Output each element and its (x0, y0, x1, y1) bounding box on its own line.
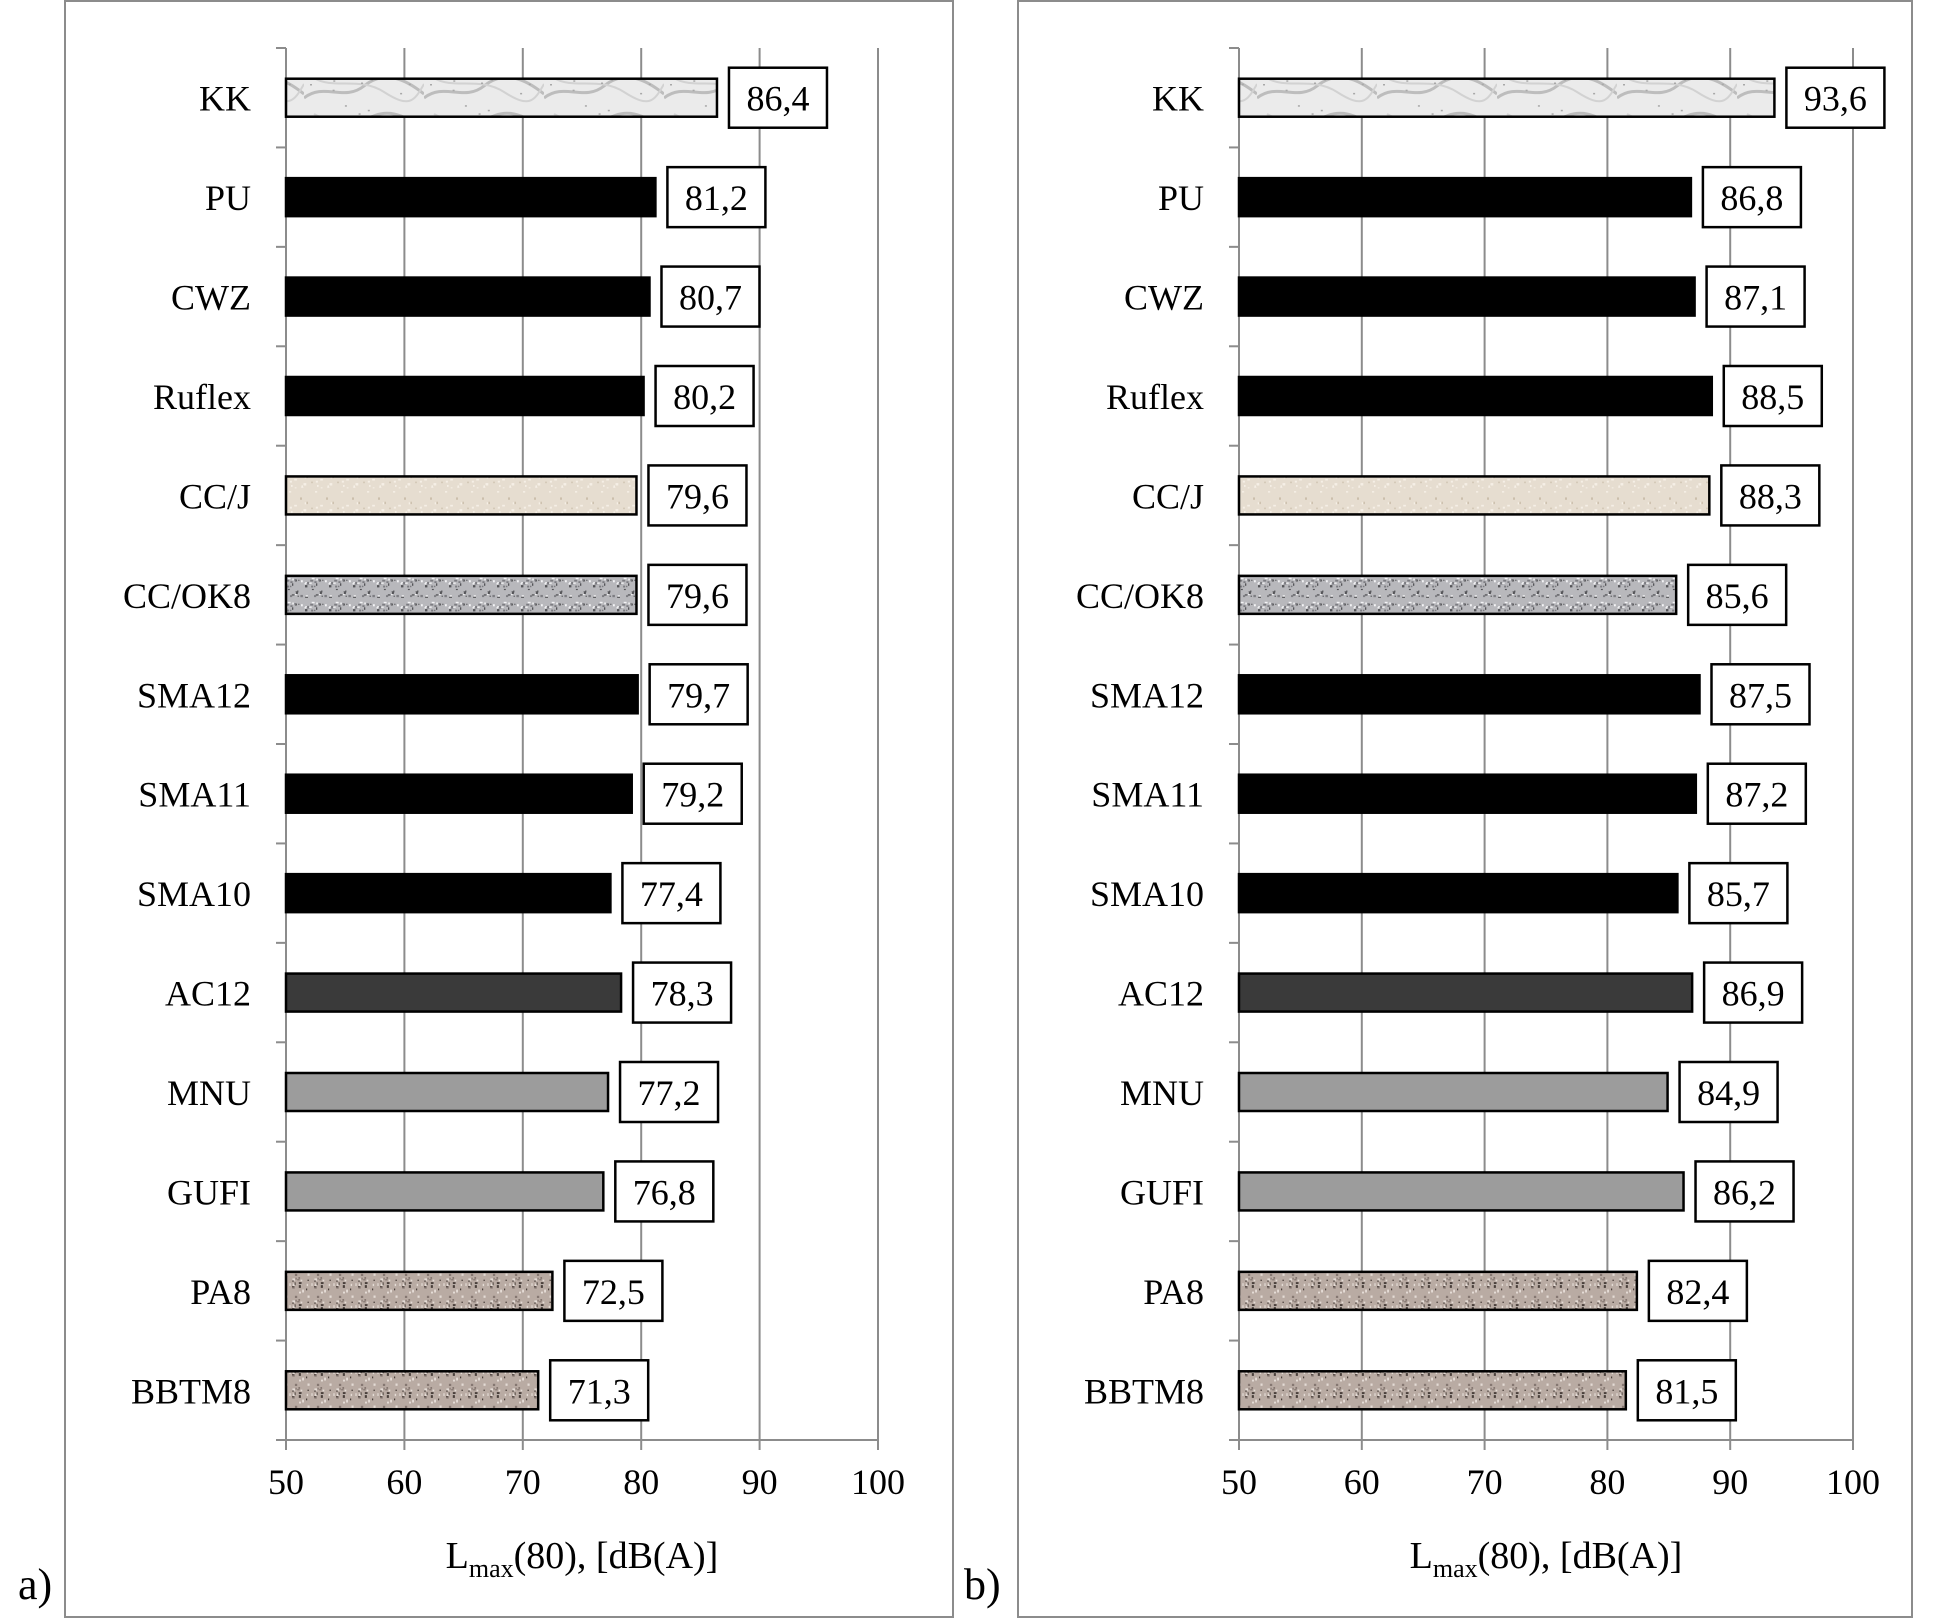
data-label: 79,6 (665, 476, 729, 517)
category-label: BBTM8 (1083, 1371, 1204, 1412)
x-tick-label: 100 (1826, 1462, 1880, 1502)
bar (1239, 79, 1774, 117)
category-label: PU (204, 178, 251, 219)
category-label: AC12 (1117, 973, 1204, 1014)
data-label: 86,4 (746, 78, 810, 119)
category-label: CWZ (171, 277, 251, 318)
bar (1239, 675, 1700, 713)
category-label: SMA12 (136, 675, 251, 716)
data-label: 88,5 (1741, 377, 1805, 417)
x-tick-label: 70 (504, 1462, 541, 1502)
data-label: 79,2 (661, 774, 725, 815)
bar (1239, 974, 1692, 1012)
category-label: SMA10 (136, 874, 251, 915)
data-label: 80,7 (678, 277, 742, 318)
bar (286, 79, 717, 117)
data-label: 76,8 (632, 1172, 696, 1213)
data-label: 86,8 (1720, 178, 1784, 219)
data-label: 87,1 (1724, 277, 1788, 318)
category-label: SMA11 (138, 774, 251, 815)
category-label: BBTM8 (130, 1371, 251, 1412)
data-label: 85,6 (1705, 575, 1769, 616)
bar (1239, 377, 1712, 415)
data-label: 71,3 (567, 1371, 631, 1412)
bar (286, 1073, 608, 1111)
category-label: CC/OK8 (122, 575, 251, 616)
bar (1239, 178, 1691, 216)
category-label: Ruflex (153, 377, 251, 417)
bar (1239, 278, 1695, 316)
x-tick-label: 70 (1466, 1462, 1503, 1502)
data-label: 72,5 (581, 1271, 645, 1312)
data-label: 82,4 (1666, 1271, 1730, 1312)
x-tick-label: 80 (623, 1462, 660, 1502)
chart-a-svg (64, 0, 954, 1618)
data-label: 80,2 (673, 377, 737, 417)
chart-panel-a (64, 0, 954, 1618)
category-label: GUFI (1119, 1172, 1204, 1213)
bar (286, 377, 644, 415)
category-label: MNU (1119, 1073, 1204, 1113)
data-label: 81,5 (1655, 1371, 1719, 1412)
data-label: 85,7 (1706, 874, 1770, 915)
x-axis-title-sub: max (1432, 1554, 1478, 1583)
bar (286, 974, 621, 1012)
data-label: 88,3 (1738, 476, 1802, 517)
x-tick-label: 60 (1343, 1462, 1380, 1502)
category-label: KK (1152, 78, 1204, 119)
bar (286, 178, 655, 216)
bar (1239, 1172, 1684, 1210)
bar (286, 675, 638, 713)
category-label: GUFI (166, 1172, 251, 1213)
x-tick-label: 50 (268, 1462, 304, 1502)
data-label: 93,6 (1803, 78, 1867, 119)
data-label: 77,2 (637, 1073, 701, 1113)
data-label: 84,9 (1697, 1073, 1761, 1113)
panel-label-b: b) (964, 1560, 1001, 1609)
data-label: 87,5 (1729, 675, 1792, 716)
x-tick-label: 100 (851, 1462, 905, 1502)
data-label: 77,4 (639, 874, 703, 915)
x-axis-title-rest: (80), [dB(A)] (513, 1535, 719, 1577)
category-label: CC/J (1131, 476, 1204, 517)
x-axis-title-main: L (445, 1535, 469, 1577)
data-label: 86,2 (1713, 1172, 1777, 1213)
bar (1239, 476, 1709, 514)
x-axis-title-main: L (1409, 1535, 1433, 1577)
bar (286, 775, 632, 813)
chart-panel-b (1017, 0, 1913, 1618)
data-label: 87,2 (1725, 774, 1789, 815)
category-label: SMA10 (1089, 874, 1204, 915)
bar (286, 1272, 552, 1310)
bar (1239, 874, 1677, 912)
category-label: SMA11 (1091, 774, 1204, 815)
bar (286, 476, 636, 514)
category-label: SMA12 (1089, 675, 1204, 716)
category-label: PA8 (190, 1271, 251, 1312)
bar (286, 1371, 538, 1409)
panel-label-a: a) (18, 1560, 53, 1609)
data-label: 81,2 (684, 178, 748, 219)
bar (286, 1172, 603, 1210)
bar (286, 576, 636, 614)
bar (1239, 1272, 1637, 1310)
x-tick-label: 80 (1589, 1462, 1626, 1502)
category-label: MNU (166, 1073, 251, 1113)
bar (286, 874, 610, 912)
category-label: CC/OK8 (1075, 575, 1204, 616)
x-tick-label: 90 (741, 1462, 778, 1502)
x-tick-label: 60 (386, 1462, 423, 1502)
chart-b-svg (1017, 0, 1913, 1618)
category-label: PU (1157, 178, 1204, 219)
bar (1239, 1073, 1668, 1111)
data-label: 79,6 (665, 575, 729, 616)
x-axis-title-sub: max (468, 1554, 514, 1583)
category-label: AC12 (164, 973, 251, 1014)
data-label: 78,3 (650, 973, 714, 1014)
bar (1239, 1371, 1626, 1409)
data-label: 86,9 (1721, 973, 1785, 1014)
data-label: 79,7 (667, 675, 731, 716)
category-label: PA8 (1143, 1271, 1204, 1312)
bar (1239, 775, 1696, 813)
category-label: KK (199, 78, 251, 119)
bar (286, 278, 649, 316)
bar (1239, 576, 1676, 614)
category-label: CWZ (1124, 277, 1204, 318)
category-label: Ruflex (1106, 377, 1204, 417)
x-axis-title-rest: (80), [dB(A)] (1477, 1535, 1683, 1577)
x-tick-label: 90 (1712, 1462, 1749, 1502)
x-tick-label: 50 (1221, 1462, 1257, 1502)
category-label: CC/J (178, 476, 251, 517)
